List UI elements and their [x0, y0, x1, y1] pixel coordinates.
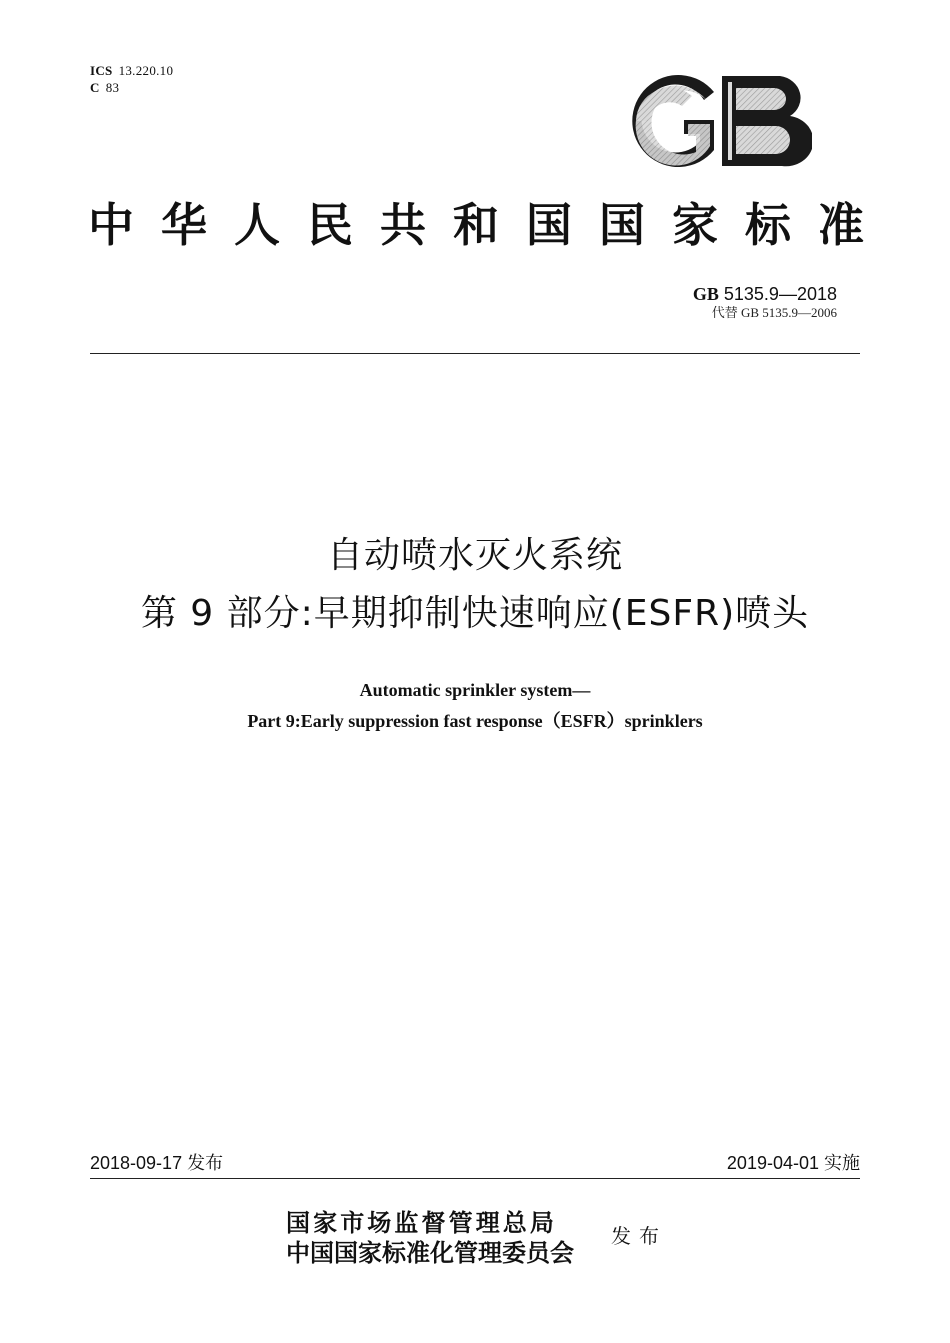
title-char: 准: [818, 198, 864, 252]
title-char: 和: [453, 198, 499, 252]
ics-value: 13.220.10: [118, 63, 174, 78]
ccs-value: 83: [105, 80, 120, 95]
national-standard-title: [88, 192, 864, 252]
divider-bottom: [90, 1178, 860, 1179]
ics-code: [90, 62, 173, 79]
gb-logo: [622, 72, 812, 170]
title-char: 国: [599, 198, 645, 252]
divider-top: [90, 353, 860, 354]
title-char: 标: [745, 198, 791, 252]
issuer-samr: 国家市场监督管理总局: [286, 1208, 557, 1237]
issuing-authorities: [286, 1208, 574, 1268]
standard-code: 5135.9—2018: [723, 284, 837, 304]
title-char: 人: [234, 198, 280, 252]
gb-logo-graphic: [622, 72, 812, 170]
title-char: 中: [88, 198, 134, 252]
ccs-label: C: [90, 80, 100, 95]
issue-label: 发布: [611, 1224, 667, 1248]
english-title-line-1: Automatic sprinkler system—: [359, 680, 591, 700]
chinese-title-line-1: 自动喷水灭火系统: [326, 535, 623, 576]
english-title-line-2: Part 9:Early suppression fast response（ESFR）sprinklers: [247, 711, 703, 731]
title-char: 家: [672, 198, 718, 252]
title-char: 共: [380, 198, 426, 252]
ccs-code: [90, 79, 173, 96]
classification-codes: [90, 62, 173, 96]
ics-label: ICS: [90, 63, 113, 78]
title-char: 国: [526, 198, 572, 252]
issuer-sac: 中国国家标准化管理委员会: [286, 1238, 574, 1267]
standard-number-block: [693, 283, 837, 321]
standard-number: [693, 283, 837, 305]
title-char: 民: [307, 198, 353, 252]
title-char: 华: [161, 198, 207, 252]
implementation-date: 2019-04-01 实施: [726, 1153, 860, 1173]
chinese-title-line-2: 第 9 部分:早期抑制快速响应(ESFR)喷头: [140, 593, 810, 634]
standard-prefix: GB: [692, 284, 719, 304]
release-date: 2018-09-17 发布: [90, 1153, 224, 1173]
replaces-standard: 代替 GB 5135.9—2006: [711, 305, 837, 320]
